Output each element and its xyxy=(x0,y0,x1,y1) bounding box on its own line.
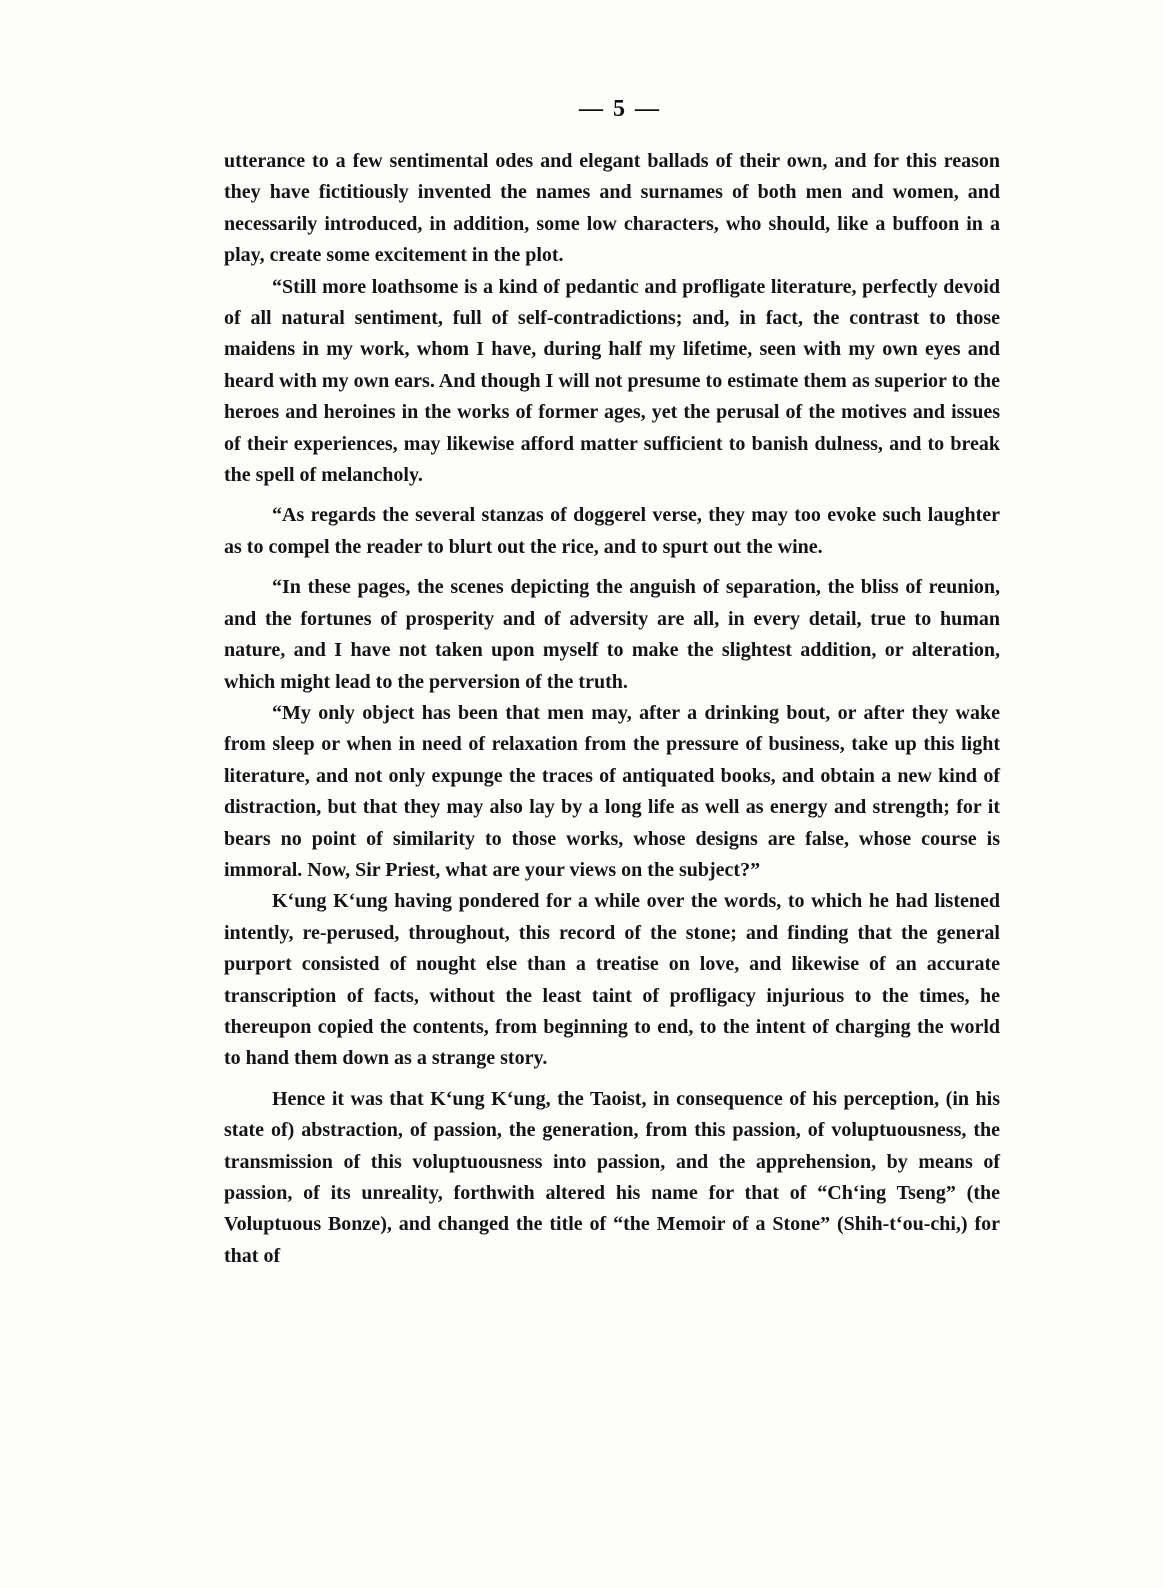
body-text xyxy=(224,146,1000,1272)
paragraph: K‘ung K‘ung having pondered for a while over the words, to which he had listened intently, re-perused, throughout, this record of the stone; and finding that the general purport consisted of nought else than a treatise on love, and likewise of an accurate transcription of facts, without the least taint of profligacy injurious to the times, he thereupon copied the contents, from beginning to end, to the intent of charging the world to hand them down as a strange story. xyxy=(224,890,1000,1070)
paragraph: Hence it was that K‘ung K‘ung, the Taoist, in consequence of his perception, (in his state of) abstraction, of passion, the generation, from this passion, of voluptuousness, the transmission of this voluptuousness into passion, and the apprehension, by means of passion, of its unreality, forthwith altered his name for that of “Ch‘ing Tseng” (the Voluptuous Bonze), and changed the title of “the Memoir of a Stone” (Shih-t‘ou-chi,) for that of xyxy=(224,1087,1000,1267)
paragraph: “As regards the several stanzas of doggerel verse, they may too evoke such laughter as to compel the reader to blurt out the rice, and to spurt out the wine. xyxy=(224,504,1000,558)
paragraph: “My only object has been that men may, after a drinking bout, or after they wake from sleep or when in need of relaxation from the pressure of business, take up this light literature, and not only expunge the traces of antiquated books, and obtain a new kind of distraction, but that they may also lay by a long life as well as energy and strength; for it bears no point of similarity to those works, whose designs are false, whose course is immoral. Now, Sir Priest, what are your views on the subject?” xyxy=(224,701,1000,881)
paragraph: utterance to a few sentimental odes and elegant ballads of their own, and for this reason they have fictitiously invented the names and surnames of both men and women, and necessarily introduced, in addition, some low characters, who should, like a buffoon in a play, create some excitement in the plot. xyxy=(224,150,1000,267)
paragraph: “Still more loathsome is a kind of pedantic and profligate literature, perfectly devoid of all natural sentiment, full of self-contradictions; and, in fact, the contrast to those maidens in my work, whom I have, during half my lifetime, seen with my own eyes and heard with my own ears. And though I will not presume to estimate them as superior to the heroes and heroines in the works of former ages, yet the perusal of the motives and issues of their experiences, may likewise afford matter sufficient to banish dulness, and to break the spell of melancholy. xyxy=(224,275,1000,487)
page-number: — 5 — xyxy=(579,96,661,122)
paragraph: “In these pages, the scenes depicting the anguish of separation, the bliss of reunion, and the fortunes of prosperity and of adversity are all, in every detail, true to human nature, and I have not taken upon myself to make the slightest addition, or alteration, which might lead to the perversion of the truth. xyxy=(224,576,1000,693)
